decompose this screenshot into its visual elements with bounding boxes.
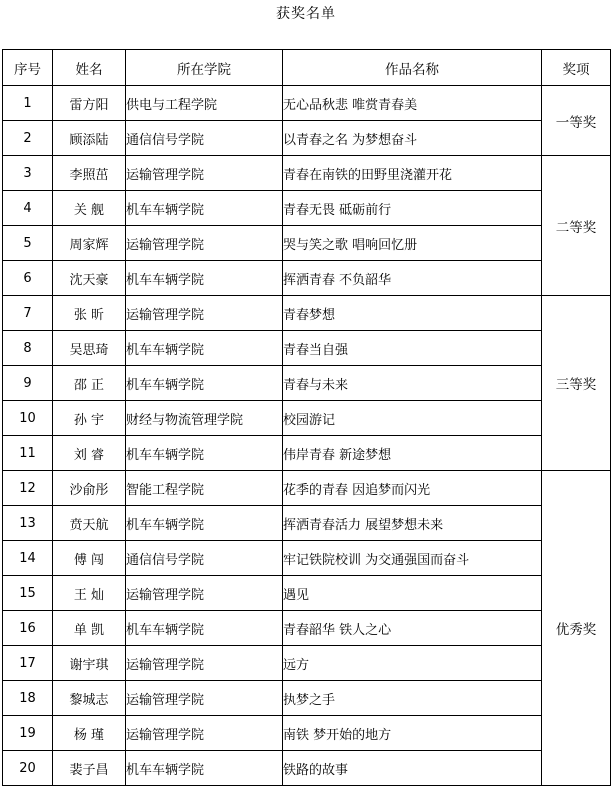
college-name: 机车车辆学院 [126, 191, 283, 226]
row-number: 14 [3, 541, 53, 576]
work-title: 挥洒青春活力 展望梦想未来 [283, 506, 542, 541]
table-row [3, 121, 611, 156]
winner-name: 杨 瑾 [53, 716, 126, 751]
winner-name: 刘 睿 [53, 436, 126, 471]
college-name: 运输管理学院 [126, 646, 283, 681]
winner-name: 王 灿 [53, 576, 126, 611]
row-number: 17 [3, 646, 53, 681]
winner-name: 孙 宇 [53, 401, 126, 436]
table-row [3, 156, 611, 191]
work-title: 南铁 梦开始的地方 [283, 716, 542, 751]
work-title: 青春无畏 砥砺前行 [283, 191, 542, 226]
award-level: 一等奖 [542, 86, 611, 156]
row-number: 2 [3, 121, 53, 156]
table-row [3, 261, 611, 296]
winner-name: 谢宇琪 [53, 646, 126, 681]
college-name: 机车车辆学院 [126, 366, 283, 401]
winner-name: 单 凯 [53, 611, 126, 646]
row-number: 12 [3, 471, 53, 506]
work-title: 青春梦想 [283, 296, 542, 331]
table-row [3, 541, 611, 576]
award-table [2, 49, 611, 786]
row-number: 13 [3, 506, 53, 541]
award-level: 三等奖 [542, 296, 611, 471]
college-name: 运输管理学院 [126, 681, 283, 716]
work-title: 花季的青春 因追梦而闪光 [283, 471, 542, 506]
work-title: 校园游记 [283, 401, 542, 436]
table-row [3, 436, 611, 471]
table-body [3, 86, 611, 786]
work-title: 青春与未来 [283, 366, 542, 401]
winner-name: 邵 正 [53, 366, 126, 401]
work-title: 遇见 [283, 576, 542, 611]
winner-name: 吴思琦 [53, 331, 126, 366]
work-title: 青春韶华 铁人之心 [283, 611, 542, 646]
header-college: 所在学院 [126, 50, 283, 86]
row-number: 16 [3, 611, 53, 646]
college-name: 运输管理学院 [126, 156, 283, 191]
row-number: 15 [3, 576, 53, 611]
table-row [3, 576, 611, 611]
work-title: 牢记铁院校训 为交通强国而奋斗 [283, 541, 542, 576]
row-number: 20 [3, 751, 53, 786]
work-title: 哭与笑之歌 唱响回忆册 [283, 226, 542, 261]
header-award: 奖项 [542, 50, 611, 86]
college-name: 供电与工程学院 [126, 86, 283, 121]
row-number: 19 [3, 716, 53, 751]
award-level: 二等奖 [542, 156, 611, 296]
row-number: 9 [3, 366, 53, 401]
work-title: 执梦之手 [283, 681, 542, 716]
college-name: 机车车辆学院 [126, 751, 283, 786]
table-row [3, 331, 611, 366]
table-header-row [3, 50, 611, 86]
row-number: 10 [3, 401, 53, 436]
row-number: 1 [3, 86, 53, 121]
winner-name: 裴子昌 [53, 751, 126, 786]
college-name: 机车车辆学院 [126, 261, 283, 296]
winner-name: 沙俞彤 [53, 471, 126, 506]
table-row [3, 751, 611, 786]
award-level: 优秀奖 [542, 471, 611, 786]
work-title: 远方 [283, 646, 542, 681]
winner-name: 周家辉 [53, 226, 126, 261]
row-number: 7 [3, 296, 53, 331]
winner-name: 李照茁 [53, 156, 126, 191]
row-number: 8 [3, 331, 53, 366]
winner-name: 贲天航 [53, 506, 126, 541]
winner-name: 张 昕 [53, 296, 126, 331]
work-title: 挥洒青春 不负韶华 [283, 261, 542, 296]
college-name: 运输管理学院 [126, 226, 283, 261]
table-row [3, 366, 611, 401]
work-title: 青春在南铁的田野里浇灌开花 [283, 156, 542, 191]
row-number: 4 [3, 191, 53, 226]
table-row [3, 86, 611, 121]
table-row [3, 226, 611, 261]
college-name: 财经与物流管理学院 [126, 401, 283, 436]
table-row [3, 191, 611, 226]
table-row [3, 611, 611, 646]
table-row [3, 681, 611, 716]
work-title: 无心品秋悲 唯赏青春美 [283, 86, 542, 121]
college-name: 机车车辆学院 [126, 436, 283, 471]
table-row [3, 716, 611, 751]
row-number: 11 [3, 436, 53, 471]
winner-name: 雷方阳 [53, 86, 126, 121]
header-no: 序号 [3, 50, 53, 86]
college-name: 运输管理学院 [126, 296, 283, 331]
winner-name: 沈天豪 [53, 261, 126, 296]
work-title: 铁路的故事 [283, 751, 542, 786]
table-row [3, 401, 611, 436]
college-name: 通信信号学院 [126, 541, 283, 576]
college-name: 机车车辆学院 [126, 506, 283, 541]
header-work: 作品名称 [283, 50, 542, 86]
college-name: 机车车辆学院 [126, 611, 283, 646]
row-number: 6 [3, 261, 53, 296]
header-name: 姓名 [53, 50, 126, 86]
work-title: 以青春之名 为梦想奋斗 [283, 121, 542, 156]
college-name: 运输管理学院 [126, 716, 283, 751]
winner-name: 黎城志 [53, 681, 126, 716]
college-name: 通信信号学院 [126, 121, 283, 156]
work-title: 青春当自强 [283, 331, 542, 366]
work-title: 伟岸青春 新途梦想 [283, 436, 542, 471]
winner-name: 关 舰 [53, 191, 126, 226]
table-row [3, 506, 611, 541]
college-name: 机车车辆学院 [126, 331, 283, 366]
winner-name: 顾添陆 [53, 121, 126, 156]
table-row [3, 296, 611, 331]
row-number: 18 [3, 681, 53, 716]
table-row [3, 646, 611, 681]
row-number: 5 [3, 226, 53, 261]
row-number: 3 [3, 156, 53, 191]
college-name: 运输管理学院 [126, 576, 283, 611]
table-row [3, 471, 611, 506]
winner-name: 傅 闯 [53, 541, 126, 576]
document-title: 获奖名单 [276, 6, 336, 22]
college-name: 智能工程学院 [126, 471, 283, 506]
